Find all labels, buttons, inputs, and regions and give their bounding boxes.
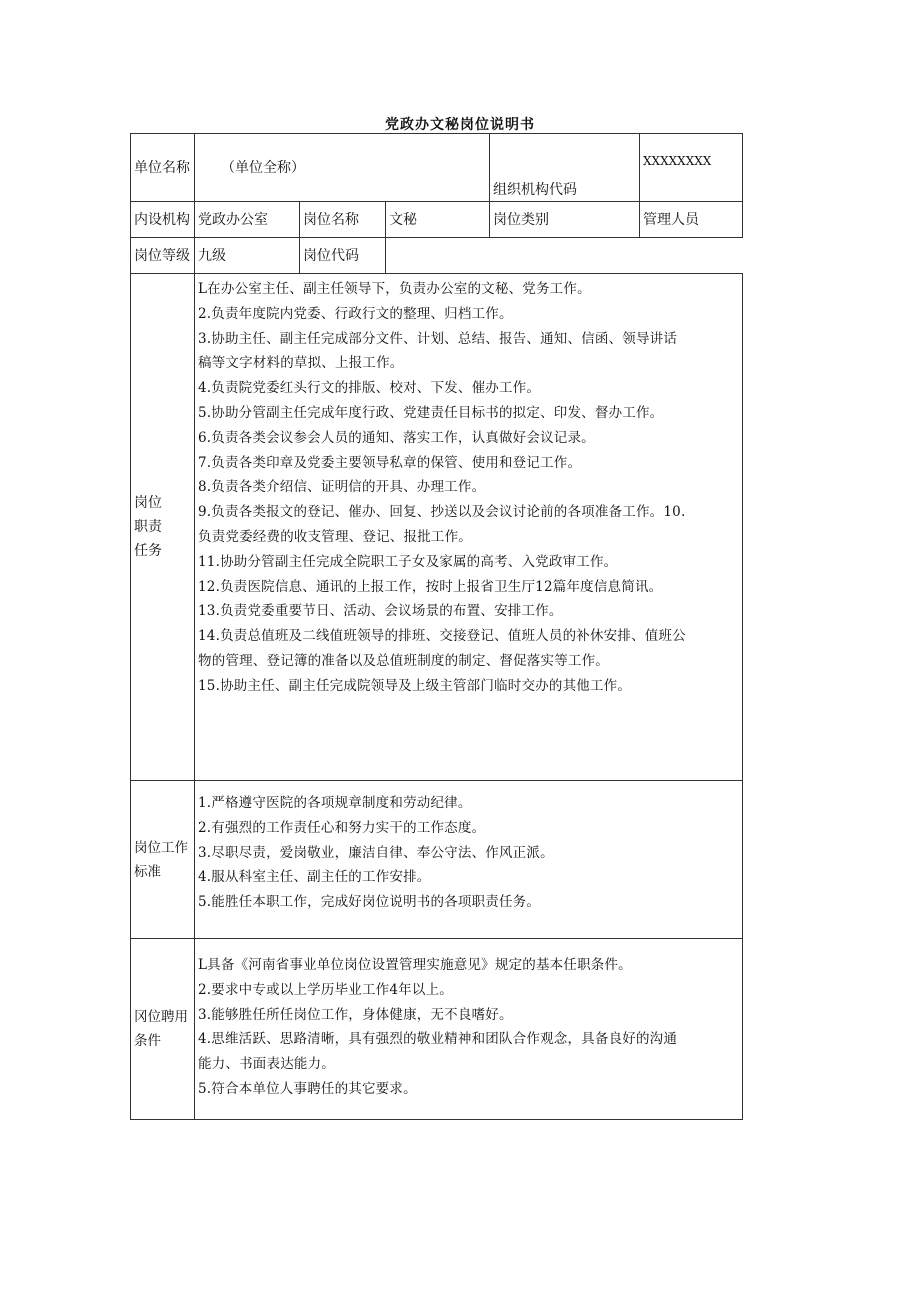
list-item: 14.负责总值班及二线值班领导的排班、交接登记、值班人员的补休安排、值班公 [198,628,686,645]
list-item: 3.尽职尽责，爱岗敬业，廉洁自律、奉公守法、作风正派。 [198,844,554,861]
list-item: 5.协助分管副主任完成年度行政、党建责任目标书的拟定、印发、督办工作。 [198,404,664,421]
row-duties [131,274,743,781]
job-description-table [130,133,743,1120]
list-item: 1.严格遵守医院的各项规章制度和劳动纪律。 [198,795,472,811]
post-code-label: 岗位代码 [300,238,386,274]
dept-value: 党政办公室 [195,202,300,238]
list-item: 4.服从科室主任、副主任的工作安排。 [198,869,431,886]
post-type-value: 管理人员 [640,202,743,238]
list-item: 7.负责各类印章及党委主要领导私章的保管、使用和登记工作。 [198,454,582,471]
post-level-label: 岗位等级 [131,238,195,274]
list-item: L在办公室主任、副主任领导下，负责办公室的文秘、党务工作。 [198,281,591,297]
row-dept [131,202,743,238]
list-item: 9.负责各类报文的登记、催办、回复、抄送以及会议讨论前的各项准备工作。10. [198,504,686,521]
post-name-value: 文秘 [386,202,490,238]
list-item: 物的管理、登记簿的准备以及总值班制度的制定、督促落实等工作。 [198,652,609,669]
list-item: 2.要求中专或以上学历毕业工作4年以上。 [198,981,453,998]
list-item: 15.协助主任、副主任完成院领导及上级主管部门临时交办的其他工作。 [198,677,632,694]
standards-label: 岗位工作 标准 [131,781,195,939]
list-item: 5.能胜任本职工作，完成好岗位说明书的各项职责任务。 [198,894,541,911]
list-item: 4.负责院党委红头行文的排版、校对、下发、催办工作。 [198,380,541,397]
post-name-label: 岗位名称 [300,202,386,238]
list-item: 5.符合本单位人事聘任的其它要求。 [198,1080,417,1097]
list-item: 8.负责各类介绍信、证明信的开具、办理工作。 [198,479,486,496]
post-type-label: 岗位类别 [490,202,640,238]
row-level [131,238,743,274]
standards-list [195,781,743,939]
list-item: 13.负责党委重要节日、活动、会议场景的布置、安排工作。 [198,603,563,620]
row-conditions [131,939,743,1120]
list-item: 3.协助主任、副主任完成部分文件、计划、总结、报告、通知、信函、领导讲话 [198,330,678,347]
dept-label: 内设机构 [131,202,195,238]
unit-name-value: （单位全称） [195,134,490,202]
list-item: L具备《河南省事业单位岗位设置管理实施意见》规定的基本任职条件。 [198,957,632,973]
post-code-value [386,238,743,274]
unit-name-label: 单位名称 [131,134,195,202]
post-level-value: 九级 [195,238,300,274]
document-title: 党政办文秘岗位说明书 [385,117,535,133]
list-item: 6.负责各类会议参会人员的通知、落实工作，认真做好会议记录。 [198,429,595,446]
row-standards [131,781,743,939]
list-item: 负责党委经费的收支管理、登记、报批工作。 [198,528,472,545]
duties-list [195,274,743,781]
list-item: 12.负责医院信息、通讯的上报工作，按时上报省卫生厅12篇年度信息简讯。 [198,578,663,595]
list-item: 3.能够胜任所任岗位工作，身体健康，无不良嗜好。 [198,1006,513,1023]
conditions-label: 冈位聘用 条件 [131,939,195,1120]
conditions-list [195,939,743,1120]
list-item: 11.协助分管副主任完成全院职工子女及家属的高考、入党政审工作。 [198,553,618,570]
list-item: 稿等文字材料的草拟、上报工作。 [198,355,404,372]
org-code-value: XXXXXXXX [640,134,743,202]
list-item: 能力、书面表达能力。 [198,1056,335,1073]
duties-label: 岗位 职责 任务 [131,274,195,781]
list-item: 4.思维活跃、思路清晰，具有强烈的敬业精神和团队合作观念，具备良好的沟通 [198,1031,678,1048]
row-unit [131,134,743,202]
org-code-label: 组织机构代码 [490,134,640,202]
list-item: 2.有强烈的工作责任心和努力实干的工作态度。 [198,819,486,836]
list-item: 2.负责年度院内党委、行政行文的整理、归档工作。 [198,305,513,322]
